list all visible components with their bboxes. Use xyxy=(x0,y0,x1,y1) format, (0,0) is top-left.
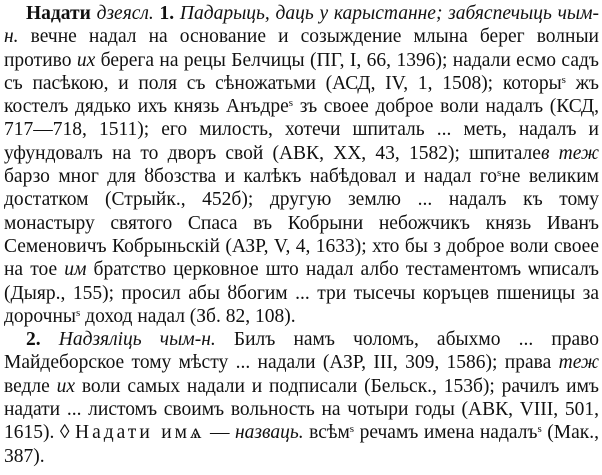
dictionary-entry-sense-1 xyxy=(4,2,599,328)
sense-2-citation-text: речамъ имена надалъ xyxy=(354,422,538,444)
superscript-mark: s xyxy=(288,97,294,110)
superscript-mark: s xyxy=(561,73,566,86)
sense-1-italic-word: им xyxy=(64,259,87,281)
sense-2-italic-word: теж xyxy=(558,352,599,374)
sense-1-citation-text: не великим достатком (Стрыйк., 452б); другую землю ... надалъ къ тому монастыру святого Спаса въ Кобрыни небожчикъ князь Иванъ Семеновичъ Кобрыньскій (АЗР, V, 4, 1633); хто бы з доброе воли своее на тое xyxy=(4,166,599,281)
sense-1-citation-text: барзо мног для ȣбозства и калѣкъ набѣдовал и надал го xyxy=(4,166,498,188)
sense-1-citation-text: братство церковное што надал албо тестаментомъ ѡписалъ (Дыяр., 155); просил абы ȣбогим ... три тысечы коръцев пшеницы за дорочны xyxy=(4,259,599,327)
em-dash: — xyxy=(204,422,235,444)
sense-2-italic-word: их xyxy=(56,375,76,397)
sense-1-citation-text: жъ костелъ дядько ихъ князь Анъдре xyxy=(4,72,599,118)
dictionary-entry-sense-2 xyxy=(4,328,599,468)
sense-2-gloss: Надзяліць чым-н. xyxy=(58,329,216,351)
superscript-mark: s xyxy=(76,306,81,319)
headword: Надати xyxy=(26,3,91,24)
phraseological-unit: Надати имѧ xyxy=(74,422,205,444)
superscript-mark: s xyxy=(349,423,355,436)
sense-2-citation-text: всѣм xyxy=(303,422,350,444)
sense-1-citation-text: зъ своее доброе воли надалъ (КСД, 717—718, 1511); его милость, хотечи шпиталь ... меть, надалъ и уфундовалъ на то дворъ свой (АВК, XX, 43, 1582); шпитале xyxy=(4,96,599,164)
sense-2-citation-text: Билъ намъ чоломъ, абыхмо ... право Майдеборское тому мѣсту ... надали (АЗР, III, 309, 1586); права xyxy=(4,329,599,374)
sense-2-citation-text: ведле xyxy=(4,375,57,397)
part-of-speech: дзеясл. xyxy=(96,3,154,24)
sense-2-citation-text: (Мак., 387). xyxy=(4,422,599,467)
sense-number-2: 2. xyxy=(26,329,41,351)
sense-number-1: 1. xyxy=(159,3,175,24)
sense-1-citation-text: вечне надал на основание и созыждение млына берег волныи противо xyxy=(4,26,599,71)
sense-1-citation-text: доход надал (Зб. 82, 108). xyxy=(80,305,296,327)
phrase-gloss: назваць. xyxy=(235,422,304,444)
superscript-mark: s xyxy=(537,423,542,436)
sense-1-citation-text: берега на рецы Белчицы (ПГ, I, 66, 1396); надали есмо садъ съ пасѣкою, и поля съ сѣножатьми (АСД, IV, 1, 1508); которы xyxy=(4,49,599,94)
sense-1-italic-word: в теж xyxy=(540,142,599,164)
superscript-mark: s xyxy=(497,167,502,180)
sense-1-italic-word: их xyxy=(76,49,96,71)
sense-2-citation-text: воли самых надали и подписали (Бельск., 153б); рачилъ имъ надати ... листомъ своимъ вольность на чотыри годы (АВК, VIII, 501, 1615). ◊ xyxy=(4,375,599,444)
sense-1-gloss: Падарыць, даць у карыстанне; забяспечыць чым-н. xyxy=(4,3,600,48)
